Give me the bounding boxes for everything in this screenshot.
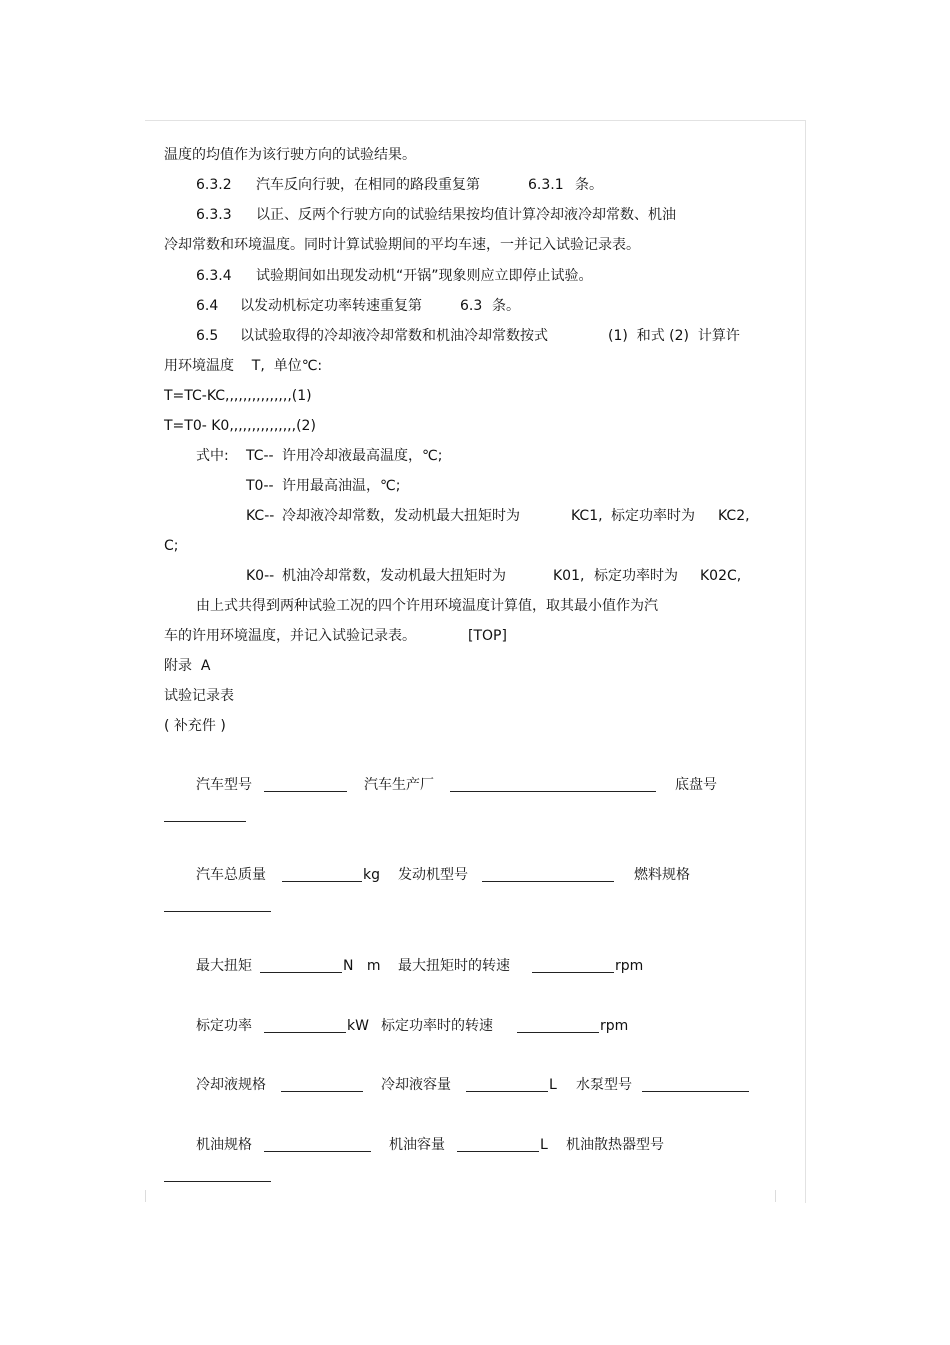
formula-2: T=T0- K0,,,,,,,,,,,,,,,(2) [164,418,316,434]
manufacturer-label: 汽车生产厂 [364,777,434,793]
fuel-spec-label: 燃料规格 [634,867,690,883]
clause-number: 6.3.2 [196,177,232,193]
appendix-heading: 附录 A [164,658,211,674]
where-label: 式中: [196,448,229,464]
symbol-kc-continuation: C; [164,538,179,554]
appendix-note: ( 补充件 ) [164,718,226,734]
engine-model-label: 发动机型号 [398,867,468,883]
clause-reference: 6.3.1 [528,177,564,193]
fuel-spec-blank[interactable] [164,911,271,912]
symbol-t0: T0-- [246,478,274,494]
oil-spec-label: 机油规格 [196,1137,252,1153]
clause-text: 试验期间如出现发动机“开锅”现象则应立即停止试验。 [256,268,593,284]
rated-power-label: 标定功率 [196,1018,252,1034]
formula-1: T=TC-KC,,,,,,,,,,,,,,,(1) [164,388,312,404]
total-mass-blank[interactable] [282,881,362,882]
clause-text: 以试验取得的冷却液冷却常数和机油冷却常数按式 [240,328,548,344]
rated-power-blank[interactable] [264,1032,346,1033]
symbol-k0-mid: 标定功率时为 [594,568,678,584]
clause-reference: (1) 和式 (2) 计算许 [608,328,740,344]
max-torque-label: 最大扭矩 [196,958,252,974]
clause-text: 条。 [492,298,520,314]
symbol-k0: K0-- [246,568,275,584]
rated-power-speed-unit: rpm [600,1018,629,1034]
oil-spec-blank[interactable] [264,1151,371,1152]
coolant-capacity-unit: L [549,1077,557,1093]
coolant-spec-label: 冷却液规格 [196,1077,266,1093]
manufacturer-blank[interactable] [450,791,656,792]
chassis-label: 底盘号 [675,777,717,793]
max-torque-blank[interactable] [260,972,342,973]
chassis-blank[interactable] [164,821,246,822]
vehicle-model-label: 汽车型号 [196,777,252,793]
top-link[interactable]: [TOP] [468,628,507,644]
oil-cooler-blank[interactable] [164,1181,271,1182]
clause-text: 汽车反向行驶，在相同的路段重复第 [256,177,480,193]
clause-text: 以发动机标定功率转速重复第 [240,298,422,314]
clause-number: 6.4 [196,298,219,314]
vehicle-model-blank[interactable] [264,791,347,792]
clause-number: 6.3.3 [196,207,232,223]
symbol-tc-description: 许用冷却液最高温度，℃; [282,448,443,464]
clause-text: 冷却常数和环境温度。同时计算试验期间的平均车速，一并记入试验记录表。 [164,237,640,253]
oil-capacity-label: 机油容量 [389,1137,445,1153]
clause-text: 条。 [575,177,603,193]
symbol-k0-description: 机油冷却常数，发动机最大扭矩时为 [282,568,506,584]
appendix-title: 试验记录表 [164,688,234,704]
engine-model-blank[interactable] [482,881,614,882]
oil-cooler-label: 机油散热器型号 [566,1137,664,1153]
coolant-spec-blank[interactable] [281,1091,363,1092]
clause-number: 6.3.4 [196,268,232,284]
max-torque-speed-blank[interactable] [532,972,614,973]
symbol-tc: TC-- [246,448,274,464]
clause-number: 6.5 [196,328,219,344]
water-pump-label: 水泵型号 [576,1077,632,1093]
clause-reference: 6.3 [460,298,483,314]
max-torque-speed-label: 最大扭矩时的转速 [398,958,510,974]
symbol-kc: KC-- [246,508,275,524]
max-torque-speed-unit: rpm [615,958,644,974]
conclusion-line: 由上式共得到两种试验工况的四个许用环境温度计算值，取其最小值作为汽 [196,598,658,614]
clause-text: 以正、反两个行驶方向的试验结果按均值计算冷却液冷却常数、机油 [256,207,676,223]
symbol-kc-value-2: KC2, [718,508,750,524]
symbol-k0-value-2: K02C, [700,568,742,584]
total-mass-label: 汽车总质量 [196,867,266,883]
rated-power-speed-label: 标定功率时的转速 [381,1018,493,1034]
max-torque-unit: N m [343,958,381,974]
water-pump-blank[interactable] [642,1091,749,1092]
coolant-capacity-label: 冷却液容量 [381,1077,451,1093]
symbol-kc-mid: 标定功率时为 [611,508,695,524]
symbol-kc-value-1: KC1, [571,508,603,524]
page-edge-mark [145,1190,146,1202]
conclusion-line: 车的许用环境温度，并记入试验记录表。 [164,628,416,644]
rated-power-unit: kW [347,1018,369,1034]
clause-text: 用环境温度 T, 单位℃: [164,358,323,374]
rated-power-speed-blank[interactable] [517,1032,599,1033]
body-line: 温度的均值作为该行驶方向的试验结果。 [164,147,416,163]
total-mass-unit: kg [363,867,380,883]
oil-capacity-unit: L [540,1137,548,1153]
oil-capacity-blank[interactable] [457,1151,539,1152]
page-edge-mark [775,1190,776,1202]
coolant-capacity-blank[interactable] [466,1091,548,1092]
symbol-t0-description: 许用最高油温，℃; [282,478,401,494]
symbol-k0-value-1: K01, [553,568,585,584]
symbol-kc-description: 冷却液冷却常数，发动机最大扭矩时为 [282,508,520,524]
